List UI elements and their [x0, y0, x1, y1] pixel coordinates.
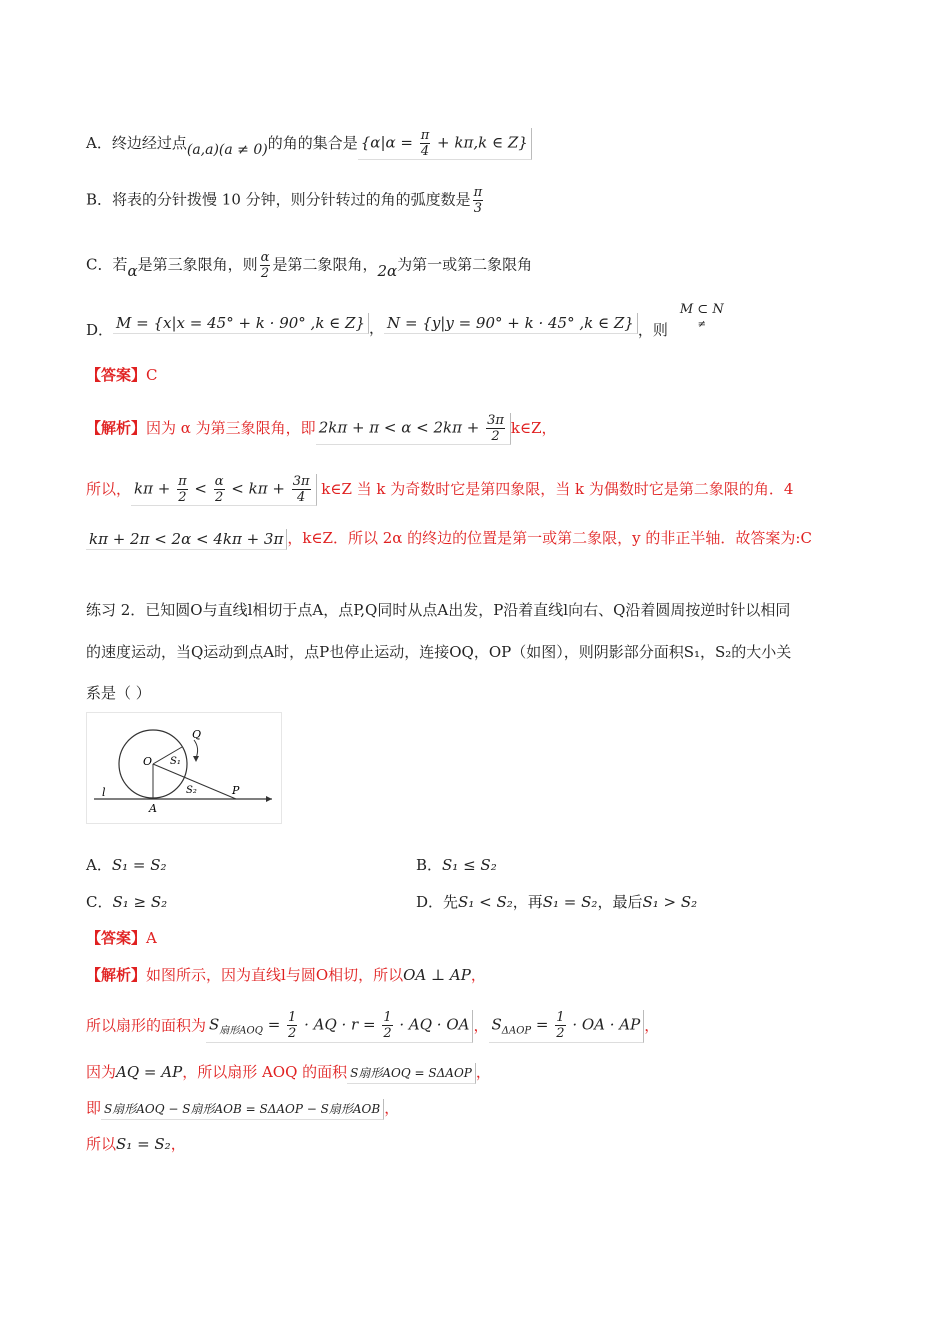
- math-part: · OA · AP: [567, 1015, 641, 1034]
- relation-top: M ⊂ N: [679, 302, 724, 317]
- option-math: S₁ ≤ S₂: [442, 856, 497, 874]
- alpha-symbol: α: [127, 261, 138, 280]
- solution-head: 所以，: [86, 480, 132, 498]
- option-a-text: 终边经过点: [111, 134, 187, 152]
- math-part: 2kπ + π < α < 2kπ +: [318, 418, 485, 437]
- ex2-option-a: [86, 855, 167, 875]
- option-label: C．: [86, 893, 113, 911]
- solution-2-line-4: [86, 1098, 399, 1120]
- option-c: [86, 250, 532, 281]
- rotation-arrow: [194, 740, 198, 758]
- option-a-point: (a,a)(a ≠ 0): [186, 142, 268, 158]
- answer-bracket: 【答案】: [86, 366, 147, 384]
- frac-den: 2: [491, 429, 500, 444]
- option-a-label: A．: [86, 134, 112, 152]
- solution-2-line-2: [86, 1010, 659, 1043]
- solution-1-line-2: [86, 474, 793, 506]
- option-math: S₁ > S₂: [642, 893, 698, 911]
- math-part: <: [189, 479, 212, 498]
- frac-den: 2: [556, 1026, 565, 1041]
- solution-head: 所以扇形的面积为: [86, 1016, 207, 1035]
- option-math: S₁ = S₂: [111, 856, 167, 874]
- separator: ，: [473, 1016, 489, 1035]
- option-text: ，再: [512, 893, 543, 911]
- geometry-figure: [86, 712, 282, 824]
- solution-bracket: 【解析】: [86, 419, 147, 437]
- option-d-label: D．: [86, 321, 114, 339]
- relation-bottom: ≠: [697, 319, 706, 330]
- option-label: B．: [416, 856, 443, 874]
- math-part: · AQ · OA: [394, 1015, 470, 1034]
- frac-num: 3π: [487, 413, 504, 428]
- solution-1-line-1: [86, 413, 557, 445]
- option-text: 先: [443, 893, 459, 911]
- frac-den: 2: [214, 490, 224, 505]
- solution-bracket: 【解析】: [86, 966, 147, 984]
- option-math: S₁ < S₂: [458, 893, 513, 911]
- label-s1: S₁: [170, 756, 181, 767]
- answer-bracket: 【答案】: [86, 929, 147, 947]
- ex2-option-b: [416, 855, 497, 875]
- math-part: S: [209, 1015, 220, 1034]
- math-sub: 扇形AOQ: [219, 1025, 263, 1037]
- frac-num: α: [214, 474, 224, 489]
- frac-num: 1: [556, 1010, 565, 1025]
- math-part: < kπ +: [226, 479, 290, 498]
- option-c-text4: 为第一或第二象限角: [397, 255, 533, 274]
- frac-num: 1: [288, 1010, 297, 1025]
- option-c-text2: 是第三象限角，则: [137, 255, 258, 274]
- math-part: · AQ · r =: [299, 1015, 381, 1034]
- option-a-text2: 的角的集合是: [267, 134, 358, 152]
- frac-den: 2: [260, 266, 270, 281]
- option-math: S₁ = S₂: [542, 893, 598, 911]
- label-o: O: [143, 755, 153, 768]
- solution-math-2: S扇形AOQ = SΔAOP: [347, 1063, 476, 1084]
- option-b-text: 将表的分针拨慢 10 分钟，则分针转过的角的弧度数是: [112, 190, 471, 209]
- math-part: =: [531, 1015, 554, 1034]
- solution-math: kπ + 2π < 2α < 4kπ + 3π: [86, 529, 287, 550]
- answer-value: C: [146, 366, 158, 384]
- answer-value: A: [146, 929, 157, 947]
- rotation-arrowhead: [193, 756, 199, 762]
- option-label: A．: [86, 856, 112, 874]
- solution-tail: ，k∈Z．所以 2α 的终边的位置是第一或第二象限，y 的非正半轴．故答案为:C: [287, 529, 812, 547]
- option-c-label: C．: [86, 255, 113, 274]
- solution-tail: ，: [475, 1063, 491, 1081]
- math-part: =: [262, 1015, 286, 1034]
- math-sub: ΔAOP: [501, 1025, 532, 1037]
- solution-math: S扇形AOQ − S扇形AOB = SΔAOP − S扇形AOB: [101, 1099, 384, 1120]
- frac-den: 2: [178, 490, 187, 505]
- exercise-2-line-3: 系是（ ）: [86, 684, 151, 702]
- frac-num: 3π: [292, 474, 310, 489]
- solution-2-line-1: [86, 965, 486, 985]
- label-p: P: [232, 784, 240, 797]
- option-math: S₁ ≥ S₂: [112, 893, 168, 911]
- solution-text: 因为 α 为第三象限角，即: [146, 419, 316, 437]
- solution-math: [316, 413, 511, 445]
- set-m: M = {x|x = 45° + k · 90° ,k ∈ Z}: [113, 313, 369, 334]
- solution-math-2: [489, 1010, 645, 1043]
- label-q: Q: [192, 728, 202, 741]
- option-label: D．: [416, 893, 444, 911]
- option-c-text3: 是第二象限角，: [272, 255, 378, 274]
- label-l: l: [102, 786, 106, 799]
- ex2-option-d: [416, 892, 697, 912]
- label-a: A: [149, 802, 157, 815]
- frac-num: π: [178, 474, 187, 489]
- solution-tail: k∈Z 当 k 为奇数时它是第四象限，当 k 为偶数时它是第二象限的角．4: [316, 480, 794, 498]
- option-d: [86, 302, 726, 339]
- set-suffix: + kπ,k ∈ Z}: [432, 133, 528, 152]
- exercise-2-line-2: 的速度运动，当Q运动到点A时，点P也停止运动，连接OQ，OP（如图），则阴影部分面积S₁，S₂的大小关: [86, 643, 792, 661]
- solution-math: AQ = AP: [116, 1063, 183, 1081]
- math-part: kπ +: [134, 479, 176, 498]
- math-part: S: [491, 1015, 502, 1034]
- option-a: [86, 128, 532, 160]
- answer-2: [86, 928, 157, 948]
- solution-head: 因为: [86, 1063, 117, 1081]
- option-c-text1: 若: [112, 255, 128, 274]
- arrow-p: [266, 796, 272, 802]
- solution-tail: ，: [470, 966, 486, 984]
- frac-den: 3: [473, 201, 483, 216]
- solution-2-line-3: [86, 1062, 491, 1084]
- solution-tail: ，: [384, 1099, 400, 1117]
- solution-math: [131, 474, 317, 506]
- solution-math: [206, 1010, 473, 1043]
- set-prefix: {α|α =: [360, 133, 418, 152]
- solution-tail: k∈Z，: [510, 419, 557, 437]
- two-alpha-symbol: 2α: [377, 261, 398, 280]
- solution-tail: ，: [644, 1016, 660, 1035]
- solution-math: S₁ = S₂: [116, 1135, 171, 1153]
- option-b: [86, 185, 485, 216]
- frac-den: 4: [420, 144, 430, 159]
- exercise-2-line-1: 练习 2．已知圆O与直线l相切于点A，点P,Q同时从点A出发，P沿着直线l向右、Q沿着圆周按逆时针以相同: [86, 601, 791, 619]
- label-s2: S₂: [186, 785, 197, 796]
- set-n: N = {y|y = 90° + k · 45° ,k ∈ Z}: [384, 313, 638, 334]
- option-text: ，最后: [597, 893, 643, 911]
- frac-den: 4: [296, 490, 306, 505]
- ex2-option-c: [86, 892, 167, 912]
- solution-text: 如图所示，因为直线l与圆O相切，所以: [146, 966, 404, 984]
- solution-head: 即: [86, 1099, 102, 1117]
- solution-2-line-5: [86, 1134, 186, 1154]
- frac-num: α: [260, 250, 270, 265]
- solution-tail: ，: [170, 1135, 186, 1153]
- option-d-then: ，则: [637, 321, 668, 339]
- frac-den: 2: [288, 1026, 297, 1041]
- frac-den: 2: [383, 1026, 392, 1041]
- solution-math: OA ⊥ AP: [403, 966, 471, 984]
- frac-num: π: [420, 128, 430, 143]
- frac-num: 1: [383, 1010, 392, 1025]
- solution-head: 所以: [86, 1135, 117, 1153]
- option-b-label: B．: [86, 190, 113, 209]
- answer-1: [86, 365, 158, 385]
- solution-text: ，所以扇形 AOQ 的面积: [182, 1063, 348, 1081]
- option-a-set: [358, 128, 532, 160]
- solution-1-line-3: [86, 528, 812, 550]
- comma: ，: [369, 319, 385, 337]
- frac-num: π: [473, 185, 483, 200]
